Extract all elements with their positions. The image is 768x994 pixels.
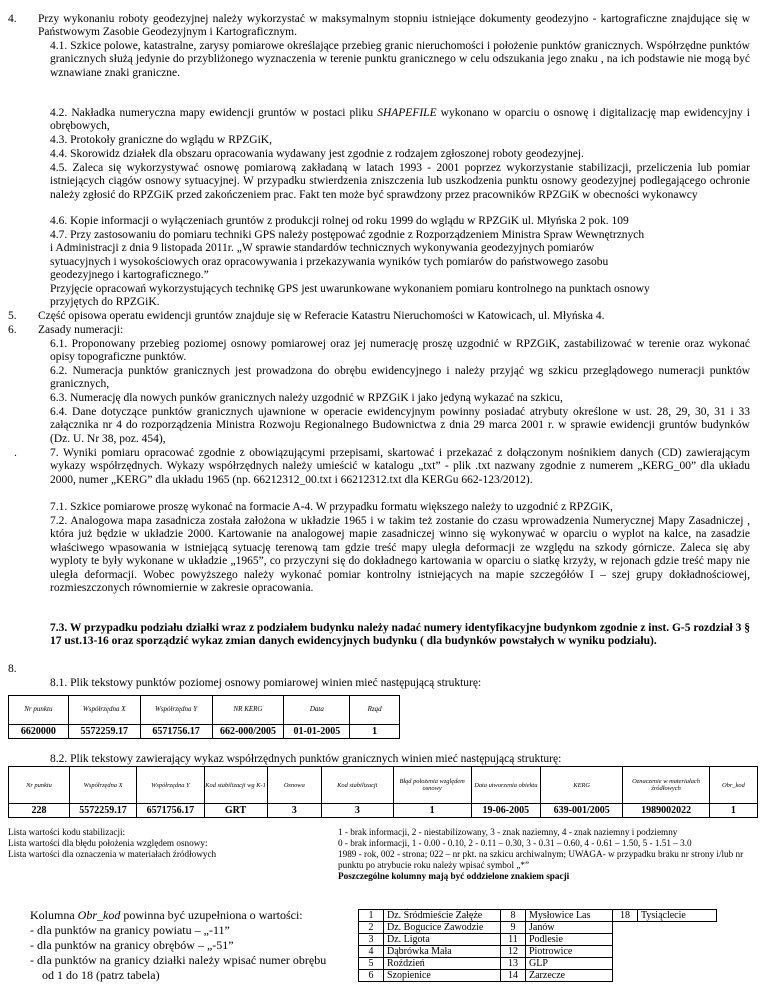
col-data: Data (284, 696, 350, 725)
item-number-6: 6. (8, 324, 17, 336)
obreb-number: 9 (501, 922, 526, 934)
legend-left (8, 827, 338, 860)
item-6-4: 6.4. Dane dotyczące punktów granicznych ujawnione w operacie ewidencyjnym powinny posiadać atrybuty określone w ust. 28, 29, 30, 31 i 33 załącznika nr 4 do rozporządzenia Ministra Rozwoju Regionalnego Budownictwa z dnia 29 marca 2001 r. w sprawie ewidencji gruntów budynków (Dz. U. Nr 38, poz. 454), (50, 406, 750, 445)
table-cell: 3 (267, 804, 321, 818)
obreb-name: Tysiąclecie (638, 910, 717, 922)
obreb-number (613, 946, 638, 958)
col-osnowa: Osnowa (267, 767, 321, 804)
item-7: 7. Wyniki pomiaru opracować zgodnie z obowiązującymi przepisami, skartować i przekazać z dołączonym nośnikiem danych (CD) zawierającym wykazy współrzędnych. Wykazy współrzędnych należy umieścić w katalogu „txt” - plik .txt nazwany zgodnie z numerem „KERG_00” dla układu 2000, numer „KERG” dla układu 1965 (np. 66212312_00.txt i 66212312.txt dla KERGu 662-123/2012). (50, 447, 750, 486)
col-nr-punktu: Nr punktu (9, 767, 70, 804)
item-8-1: 8.1. Plik tekstowy punktów poziomej osnowy pomiarowej winien mieć następującą strukturę: (50, 677, 482, 689)
table-row (359, 958, 717, 970)
obr-intro-a: Kolumna (30, 908, 78, 922)
item-number-8: 8. (8, 663, 17, 675)
legend-right (338, 827, 748, 882)
col-wspolrzedna-x: Współrzędna X (69, 767, 136, 804)
table-cell: 01-01-2005 (284, 725, 350, 739)
item-4-3: 4.3. Protokoły graniczne do wglądu w RPZGiK, (50, 134, 272, 146)
col-wspolrzedna-y: Współrzędna Y (137, 767, 204, 804)
legend-values-oznaczenie: 1989 - rok, 002 - strona; 022 – nr pkt. na szkicu archiwalnym; UWAGA- w przypadku braku nr strony i/lub nr punktu po atrybucie roku należy wpisać symbol „*” (338, 849, 744, 870)
item-4-text: Przy wykonaniu roboty geodezyjnej należy wykorzystać w maksymalnym stopniu istniejące dokumenty geodezyjno - kartograficzne znajdujące się w Państwowym Zasobie Geodezyjnym i Kartograficznym. (38, 13, 750, 39)
col-obr-kod: Obr_kod (709, 767, 757, 804)
table-row (359, 946, 717, 958)
obreb-number: 11 (501, 934, 526, 946)
table-cell: 1989002022 (623, 804, 710, 818)
item-4-5: 4.5. Zaleca się wykorzystywać osnowę pomiarową zakładaną w latach 1993 - 2001 poprzez wykorzystanie stabilizacji, przeliczenia lub pomiar istniejących ciągów osnowy sytuacyjnej. W przypadku stwierdzenia zniszczenia lub uszkodzenia punktu osnowy geodezyjnej podlegającego ochronie należy zgłosić do RPZGiK przed zakończeniem prac. Fakt ten może być sprawdzony przez pracowników RPZGiK w obecności wykonawcy (50, 162, 750, 201)
legend-values-stabilizacja: 1 - brak informacji, 2 - niestabilizowany, 3 - znak naziemny, 4 - znak naziemny i podziemny (338, 827, 678, 837)
obreb-number (613, 970, 638, 982)
obreb-number: 6 (359, 970, 384, 982)
obreb-name (638, 946, 717, 958)
item-6-2: 6.2. Numeracja punktów granicznych jest prowadzona do obrębu ewidencyjnego i należy przyjąć wg szkicu przeglądowego numeracji punktów granicznych, (50, 365, 750, 391)
table-cell: 6620000 (9, 725, 69, 739)
col-blad-polozenia: Błąd położenia względem osnowy (393, 767, 471, 804)
col-data-utworzenia: Data utworzenia obiektu (471, 767, 540, 804)
table-cell: 5572259.17 (69, 804, 136, 818)
obreb-number (613, 922, 638, 934)
item-6-1: 6.1. Proponowany przebieg poziomej osnowy pomiarowej oraz jej numerację proszę uzgodnić w RPZGiK, zastabilizować w terenie oraz wykonać opisy topograficzne punktów. (50, 338, 750, 364)
legend-label-blad: Lista wartości dla błędu położenia względem osnowy: (8, 838, 208, 848)
obreb-name: Dąbrówka Mała (384, 946, 501, 958)
obr-line-powiat: - dla punktów na granicy powiatu – „-11” (30, 923, 230, 937)
legend-label-oznaczenie: Lista wartości dla oznaczenia w materiałach źródłowych (8, 849, 217, 859)
table-cell: 5572259.17 (68, 725, 140, 739)
obreb-number: 4 (359, 946, 384, 958)
table-row (359, 934, 717, 946)
legend-label-stabilizacja: Lista wartości kodu stabilizacji: (8, 827, 126, 837)
item-number-4: 4. (8, 13, 17, 25)
obr-kod-explanation (30, 908, 370, 983)
table-cell: 639-001/2005 (541, 804, 623, 818)
item-4-6: 4.6. Kopie informacji o wyłączeniach gruntów z produkcji rolnej od roku 1999 do wglądu w RPZGiK ul. Młyńska 2 pok. 109 (50, 215, 629, 227)
item-4-2-shapefile: SHAPEFILE (377, 107, 437, 119)
obreby-table (358, 909, 717, 982)
item-4-2-text-a: 4.2. Nakładka numeryczna mapy ewidencji gruntów w postaci pliku (50, 107, 378, 119)
obreb-name: Podlesie (526, 934, 613, 946)
legend-values-blad: 0 - brak informacji, 1 - 0.00 - 0.10, 2 - 0.11 – 0.30, 3 - 0.31 – 0.60, 4 - 0.61 – 1.50, 5 - 1.51 – 3.0 (338, 838, 692, 848)
obreb-name: Piotrowice (526, 946, 613, 958)
item-4-1 (50, 40, 750, 80)
table-row (9, 725, 400, 739)
col-kod-stabilizacji-k1: Kod stabilizacji wg K-1 (204, 767, 267, 804)
control-network-table (8, 695, 400, 739)
obreb-number: 18 (613, 910, 638, 922)
col-oznaczenie: Oznaczenie w materiałach źródłowych (623, 767, 710, 804)
item-4-7-b: Przyjęcie opracowań wykorzystujących technikę GPS jest uwarunkowane wykonaniem pomiaru kontrolnego na punktach osnowy przyjętych do RPZGiK. (50, 283, 650, 309)
obreb-number: 14 (501, 970, 526, 982)
table-row (359, 922, 717, 934)
obr-line-dzialka: - dla punktów na granicy działki należy wpisać numer obrębu (30, 953, 327, 967)
col-nr-kerg: NR KERG (212, 696, 284, 725)
obreb-name (638, 958, 717, 970)
item-6-3: 6.3. Numerację dla nowych punków granicznych należy uzgodnić w RPZGiK i jako jedyną wykazać na szkicu, (50, 392, 563, 404)
item-number-5: 5. (8, 310, 17, 322)
obreb-number: 5 (359, 958, 384, 970)
item-4-7: 4.7. Przy zastosowaniu do pomiaru techniki GPS należy postępować zgodnie z Rozporządzeniem Ministra Spraw Wewnętrznych i Administracji z dnia 9 listopada 2011r. „W sprawie standardów technicznych wykonywania geodezyjnych pomiarów sytuacyjnych i wysokościowych oraz opracowywania i przekazywania wyników tych pomiarów do państwowego zasobu geodezyjnego i kartograficznego.” (50, 229, 645, 282)
legend-spacing-note: Poszczególne kolumny mają być oddzielone znakiem spacji (338, 871, 570, 881)
item-4-4: 4.4. Skorowidz działek dla obszaru opracowania wydawany jest zgodnie z rodzajem zgłoszonej roboty geodezyjnej. (50, 148, 584, 160)
item-6-text: Zasady numeracji: (38, 324, 124, 336)
table-row (359, 910, 717, 922)
col-kod-stabilizacji: Kod stabilizacji (322, 767, 394, 804)
obreb-number: 12 (501, 946, 526, 958)
table-row (359, 970, 717, 982)
obreb-name: Zarzecze (526, 970, 613, 982)
item-dot: . (14, 447, 17, 459)
obreb-number: 2 (359, 922, 384, 934)
obr-line-range: od 1 do 18 (patrz tabela) (42, 968, 160, 982)
obreb-name (638, 934, 717, 946)
table-cell: 662-000/2005 (212, 725, 284, 739)
item-5-text: Część opisowa operatu ewidencji gruntów znajduje się w Referacie Katastru Nieruchomości w Katowicach, ul. Młyńska 4. (38, 310, 605, 322)
obreb-name: Mysłowice Las (526, 910, 613, 922)
item-7-2: 7.2. Analogowa mapa zasadnicza została założona w układzie 1965 i w takim też zostanie do czasu wprowadzenia Numerycznej Mapy Zasadniczej , która już będzie w układzie 2000. Kartowanie na analogowej mapie zasadniczej winno się wykonywać w oparciu o wyplot na kalce, na zasadzie właściwego wpasowania w istniejącą sytuację terenową tam gdzie treść mapy uległa deformacji ze względu na szkody górnicze. Zaleca się aby wyploty te były wykonane w układzie „1965”, co przyczyni się do dokładnego kartowania w oparciu o siatkę krzyży, w rejonach gdzie treść mapy nie uległa deformacji. Wobec powyższego należy wykonać pomiar kontrolny istniejących na mapie szczegółów I – szej grupy dokładnościowej, rozmieszczonych równomiernie w zakresie opracowania. (50, 515, 750, 595)
col-nr-punktu: Nr punktu (9, 696, 69, 725)
obreb-name (638, 922, 717, 934)
table-cell: 228 (9, 804, 70, 818)
obreb-number: 13 (501, 958, 526, 970)
obreb-number: 1 (359, 910, 384, 922)
table-header-row (9, 696, 400, 725)
obr-intro-b: Obr_kod (77, 908, 121, 922)
obr-kod-intro (30, 908, 370, 923)
table-cell: 3 (322, 804, 394, 818)
obreb-name: GLP (526, 958, 613, 970)
obr-intro-c: powinna być uzupełniona o wartości: (120, 908, 303, 922)
table-row (9, 804, 758, 818)
boundary-points-table (8, 766, 758, 818)
table-cell: 1 (350, 725, 400, 739)
table-cell: 6571756.17 (137, 804, 204, 818)
obreb-name: Roździeń (384, 958, 501, 970)
item-7-1: 7.1. Szkice pomiarowe proszę wykonać na formacie A-4. W przypadku formatu większego należy to uzgodnić z RPZGiK, (50, 501, 613, 513)
obreb-name: Dz. Ligota (384, 934, 501, 946)
table-cell: 6571756.17 (140, 725, 212, 739)
table-header-row (9, 767, 758, 804)
col-kerg: KERG (541, 767, 623, 804)
item-7-3: 7.3. W przypadku podziału działki wraz z podziałem budynku należy nadać numery identyfikacyjne budynkom zgodnie z inst. G-5 rozdział 3 § 17 ust.13-16 oraz sporządzić wykaz zmian danych ewidencyjnych budynku ( dla budynków powstałych w wyniku podziału). (50, 622, 750, 648)
obreb-number (613, 934, 638, 946)
obreb-number: 3 (359, 934, 384, 946)
item-8-2: 8.2. Plik tekstowy zawierający wykaz współrzędnych punktów granicznych winien mieć następującą strukturę: (50, 753, 562, 765)
item-4-2 (50, 107, 750, 134)
obreb-name: Janów (526, 922, 613, 934)
obreb-name (638, 970, 717, 982)
item-4-2-text-c: wykonano w oparciu o osnowę i digitalizację map ewidencyjny i obrębowych, (50, 107, 750, 133)
item-4-1-text: 4.1. Szkice polowe, katastralne, zarysy pomiarowe określające przebieg granic nieruchomości i położenie punktów granicznych. Współrzędne punktów granicznych służą jedynie do przybliżonego wyznaczenia w terenie punktu granicznego w celu odszukania jego znaku , na ich podstawie nie mogą być wznawiane znaki graniczne. (50, 40, 750, 79)
obreb-name: Dz. Śródmieście Załęże (384, 910, 501, 922)
col-rzad: Rząd (350, 696, 400, 725)
obreb-number (613, 958, 638, 970)
table-cell: 19-06-2005 (471, 804, 540, 818)
obreb-name: Dz. Bogucice Zawodzie (384, 922, 501, 934)
col-wspolrzedna-x: Współrzędna X (68, 696, 140, 725)
table-cell: 1 (393, 804, 471, 818)
obreb-name: Szopienice (384, 970, 501, 982)
table-cell: 1 (709, 804, 757, 818)
col-wspolrzedna-y: Współrzędna Y (140, 696, 212, 725)
table-cell: GRT (204, 804, 267, 818)
obr-line-obreby: - dla punktów na granicy obrębów – „-51” (30, 938, 234, 952)
obreb-number: 8 (501, 910, 526, 922)
